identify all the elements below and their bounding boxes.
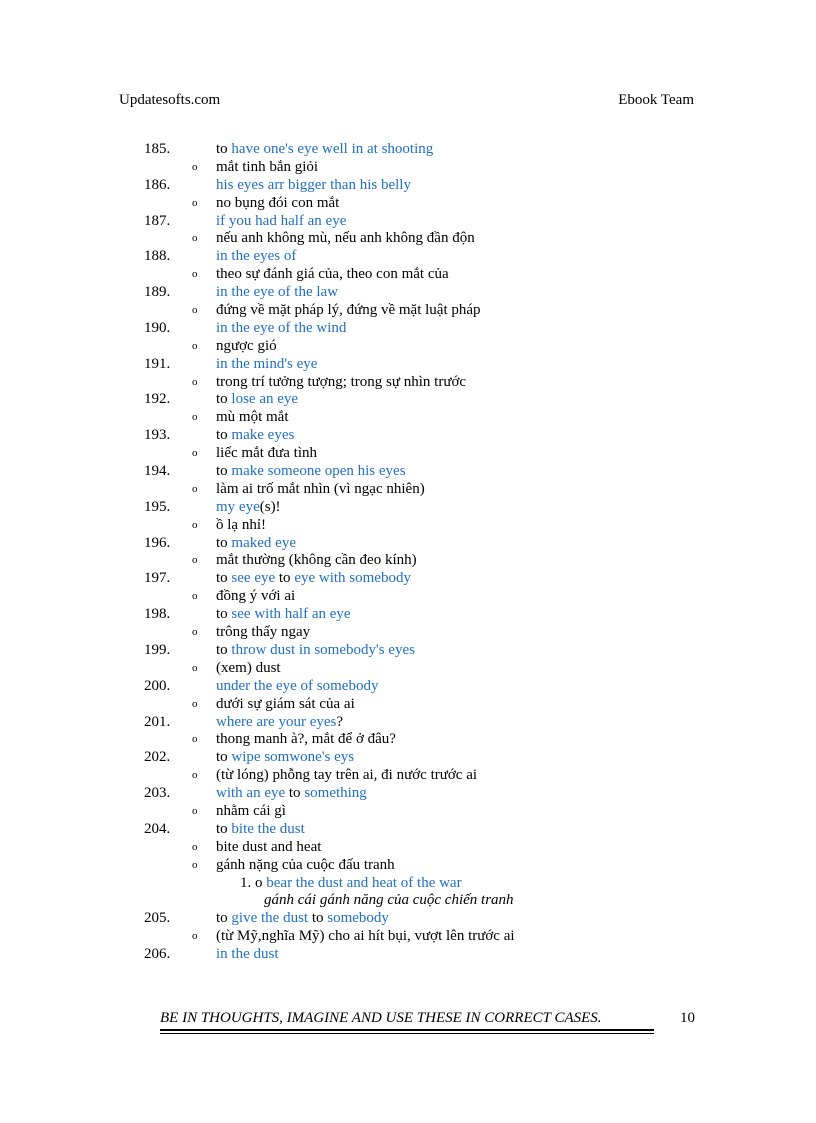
bullet-icon: o: [192, 447, 198, 460]
meaning-row: [0, 230, 816, 248]
sub-entry: [240, 875, 462, 893]
entry-meaning: làm ai trố mắt nhìn (vì ngạc nhiên): [216, 480, 425, 497]
bullet-icon: o: [192, 304, 198, 317]
entry-row: [0, 391, 816, 409]
phrase-link[interactable]: under the eye of somebody: [216, 677, 379, 694]
entry-meaning: (từ Mỹ,nghĩa Mỹ) cho ai hít bụi, vượt lên trước ai: [216, 928, 515, 945]
footer-rule: [160, 1033, 654, 1034]
page-header: [119, 92, 694, 114]
phrase-link[interactable]: see with half an eye: [231, 606, 351, 623]
bullet-icon: o: [192, 518, 198, 531]
phrase-link[interactable]: where are your eyes: [216, 713, 337, 730]
entry-meaning: mù một mắt: [216, 409, 289, 426]
entry-meaning: dưới sự giám sát của ai: [216, 695, 355, 712]
phrase-link[interactable]: with an eye: [216, 785, 286, 802]
entry-number: 195.: [144, 498, 171, 515]
entry-number: 199.: [144, 641, 171, 658]
phrase-connector: to: [308, 910, 328, 927]
entry-meaning: đứng về mặt pháp lý, đứng về mặt luật pháp: [216, 302, 481, 319]
entry-row: [0, 248, 816, 266]
phrase-prefix: to: [216, 606, 232, 623]
bullet-icon: o: [192, 697, 198, 710]
phrase-prefix: to: [216, 641, 232, 658]
entry-number: 186.: [144, 176, 171, 193]
entry-number: 198.: [144, 606, 171, 623]
phrase-link[interactable]: if you had half an eye: [216, 212, 347, 229]
meaning-row: [0, 624, 816, 642]
entry-meaning: gánh nặng của cuộc đấu tranh: [216, 856, 395, 873]
entry-phrase: [216, 749, 354, 767]
entry-phrase: [216, 678, 378, 696]
entry-phrase: [216, 248, 296, 266]
bullet-icon: o: [192, 339, 198, 352]
meaning-row: [0, 839, 816, 857]
idiom-list: [0, 141, 816, 964]
phrase-suffix: (s)!: [259, 498, 281, 515]
phrase-link[interactable]: make someone open his eyes: [231, 463, 406, 480]
entry-phrase: [216, 284, 338, 302]
entry-row: [0, 535, 816, 553]
sub-row: [0, 892, 816, 910]
entry-meaning: bite dust and heat: [216, 838, 322, 855]
bullet-icon: o: [192, 930, 198, 943]
entry-row: [0, 910, 816, 928]
meaning-row: [0, 159, 816, 177]
entry-phrase: [216, 785, 367, 803]
bullet-icon: o: [192, 375, 198, 388]
entry-number: 189.: [144, 284, 171, 301]
phrase-prefix: to: [216, 910, 232, 927]
meaning-row: [0, 928, 816, 946]
entry-row: [0, 463, 816, 481]
bullet-icon: o: [192, 160, 198, 173]
meaning-row: [0, 445, 816, 463]
meaning-row: [0, 338, 816, 356]
meaning-row: [0, 696, 816, 714]
entry-row: [0, 141, 816, 159]
page-number: 10: [680, 1010, 695, 1026]
meaning-row: [0, 552, 816, 570]
entry-phrase: [216, 910, 389, 928]
meaning-row: [0, 374, 816, 392]
entry-phrase: [216, 320, 346, 338]
phrase-link[interactable]: bite the dust: [231, 820, 305, 837]
phrase-link[interactable]: in the eye of the wind: [216, 319, 347, 336]
entry-row: [0, 570, 816, 588]
entry-number: 191.: [144, 355, 171, 372]
entry-meaning: trông thấy ngay: [216, 624, 311, 641]
entry-number: 203.: [144, 785, 171, 802]
entry-row: [0, 606, 816, 624]
sub-number: 1.: [240, 874, 252, 891]
bullet-icon: o: [192, 626, 198, 639]
phrase-prefix: to: [216, 427, 232, 444]
entry-phrase: [216, 946, 279, 964]
bullet-icon: o: [192, 232, 198, 245]
entry-number: 201.: [144, 713, 171, 730]
entry-number: 187.: [144, 212, 171, 229]
phrase-prefix: to: [216, 141, 232, 157]
bullet-icon: o: [192, 769, 198, 782]
entry-number: 205.: [144, 910, 171, 927]
bullet-icon: o: [192, 858, 198, 871]
phrase-prefix: to: [216, 570, 232, 587]
entry-number: 204.: [144, 820, 171, 837]
sub-bullet: o: [255, 874, 267, 891]
entry-row: [0, 320, 816, 338]
phrase-link[interactable]: my eye: [216, 498, 260, 515]
entry-meaning: mắt thường (không cần đeo kính): [216, 552, 417, 569]
entry-phrase: [216, 177, 411, 195]
footer-rule: [160, 1029, 654, 1031]
phrase-link[interactable]: in the eye of the law: [216, 284, 339, 301]
bullet-icon: o: [192, 840, 198, 853]
entry-number: 192.: [144, 391, 171, 408]
header-site: Updatesofts.com: [119, 92, 221, 108]
meaning-row: [0, 731, 816, 749]
entry-row: [0, 284, 816, 302]
entry-number: 190.: [144, 319, 171, 336]
entry-meaning: nhằm cái gì: [216, 802, 286, 819]
entry-row: [0, 177, 816, 195]
phrase-connector: to: [275, 570, 295, 587]
footer-slogan: BE IN THOUGHTS, IMAGINE AND USE THESE IN CORRECT CASES.: [160, 1010, 602, 1026]
phrase-link[interactable]: somebody: [327, 910, 389, 927]
entry-row: [0, 749, 816, 767]
entry-phrase: [216, 463, 406, 481]
meaning-row: [0, 195, 816, 213]
phrase-link[interactable]: something: [304, 785, 367, 802]
entry-number: 193.: [144, 427, 171, 444]
meaning-row: [0, 588, 816, 606]
meaning-row: [0, 857, 816, 875]
phrase-link[interactable]: eye with somebody: [294, 570, 411, 587]
phrase-link[interactable]: his eyes arr bigger than his belly: [216, 176, 411, 193]
entry-number: 185.: [144, 141, 171, 157]
phrase-link[interactable]: maked eye: [231, 534, 296, 551]
sub-link[interactable]: bear the dust and heat of the war: [266, 874, 462, 891]
entry-row: [0, 678, 816, 696]
bullet-icon: o: [192, 482, 198, 495]
bullet-icon: o: [192, 590, 198, 603]
entry-row: [0, 785, 816, 803]
entry-row: [0, 714, 816, 732]
entry-row: [0, 499, 816, 517]
entry-meaning: thong manh à?, mắt để ở đâu?: [216, 731, 396, 748]
entry-row: [0, 642, 816, 660]
meaning-row: [0, 266, 816, 284]
phrase-connector: to: [285, 785, 305, 802]
phrase-link[interactable]: have one's eye well in at shooting: [231, 141, 434, 157]
entry-meaning: nếu anh không mù, nếu anh không đần độn: [216, 230, 475, 247]
phrase-link[interactable]: throw dust in somebody's eyes: [231, 641, 415, 658]
entry-meaning: theo sự đánh giá của, theo con mắt của: [216, 266, 449, 283]
entry-meaning: ồ lạ nhỉ!: [216, 516, 266, 533]
phrase-prefix: to: [216, 820, 232, 837]
meaning-row: [0, 481, 816, 499]
phrase-link[interactable]: give the dust: [231, 910, 309, 927]
entry-row: [0, 946, 816, 964]
entry-number: 188.: [144, 248, 171, 265]
entry-phrase: [216, 606, 351, 624]
bullet-icon: o: [192, 196, 198, 209]
bullet-icon: o: [192, 268, 198, 281]
entry-phrase: [216, 499, 281, 517]
entry-row: [0, 356, 816, 374]
phrase-prefix: to: [216, 534, 232, 551]
phrase-prefix: to: [216, 749, 232, 766]
meaning-row: [0, 660, 816, 678]
entry-phrase: [216, 356, 317, 374]
phrase-prefix: to: [216, 463, 232, 480]
entry-phrase: [216, 642, 415, 660]
meaning-row: [0, 767, 816, 785]
meaning-row: [0, 409, 816, 427]
entry-row: [0, 821, 816, 839]
entry-phrase: [216, 714, 343, 732]
entry-number: 194.: [144, 463, 171, 480]
entry-meaning: (từ lóng) phỗng tay trên ai, đi nước trước ai: [216, 767, 478, 784]
phrase-link[interactable]: make eyes: [231, 427, 295, 444]
header-team: Ebook Team: [618, 92, 694, 108]
page-footer: [160, 1010, 656, 1036]
bullet-icon: o: [192, 411, 198, 424]
phrase-link[interactable]: in the dust: [216, 946, 279, 963]
phrase-link[interactable]: in the eyes of: [216, 248, 297, 265]
meaning-row: [0, 517, 816, 535]
entry-phrase: [216, 535, 296, 553]
bullet-icon: o: [192, 554, 198, 567]
phrase-prefix: to: [216, 391, 232, 408]
entry-meaning: liếc mắt đưa tình: [216, 445, 318, 462]
entry-phrase: [216, 427, 294, 445]
entry-number: 196.: [144, 534, 171, 551]
entry-meaning: no bụng đói con mắt: [216, 194, 340, 211]
entry-phrase: [216, 391, 298, 409]
entry-number: 197.: [144, 570, 171, 587]
bullet-icon: o: [192, 733, 198, 746]
phrase-link[interactable]: lose an eye: [231, 391, 299, 408]
phrase-link[interactable]: see eye: [231, 570, 276, 587]
bullet-icon: o: [192, 804, 198, 817]
entry-number: 200.: [144, 677, 171, 694]
phrase-suffix: ?: [336, 713, 344, 730]
entry-meaning: đồng ý với ai: [216, 588, 296, 605]
phrase-link[interactable]: wipe somwone's eys: [231, 749, 355, 766]
phrase-link[interactable]: in the mind's eye: [216, 355, 318, 372]
entry-number: 206.: [144, 946, 171, 963]
entry-row: [0, 427, 816, 445]
entry-meaning: ngược gió: [216, 337, 277, 354]
sub-translation: gánh cái gánh năng của cuộc chiến tranh: [264, 892, 514, 909]
entry-phrase: [216, 570, 411, 588]
entry-phrase: [216, 213, 346, 231]
entry-meaning: mắt tinh bắn giỏi: [216, 158, 319, 175]
entry-meaning: trong trí tưởng tượng; trong sự nhìn trước: [216, 373, 467, 390]
bullet-icon: o: [192, 661, 198, 674]
entry-number: 202.: [144, 749, 171, 766]
meaning-row: [0, 803, 816, 821]
entry-phrase: [216, 141, 433, 159]
entry-row: [0, 213, 816, 231]
entry-phrase: [216, 821, 305, 839]
sub-row: [0, 875, 816, 893]
meaning-row: [0, 302, 816, 320]
entry-meaning: (xem) dust: [216, 659, 281, 676]
